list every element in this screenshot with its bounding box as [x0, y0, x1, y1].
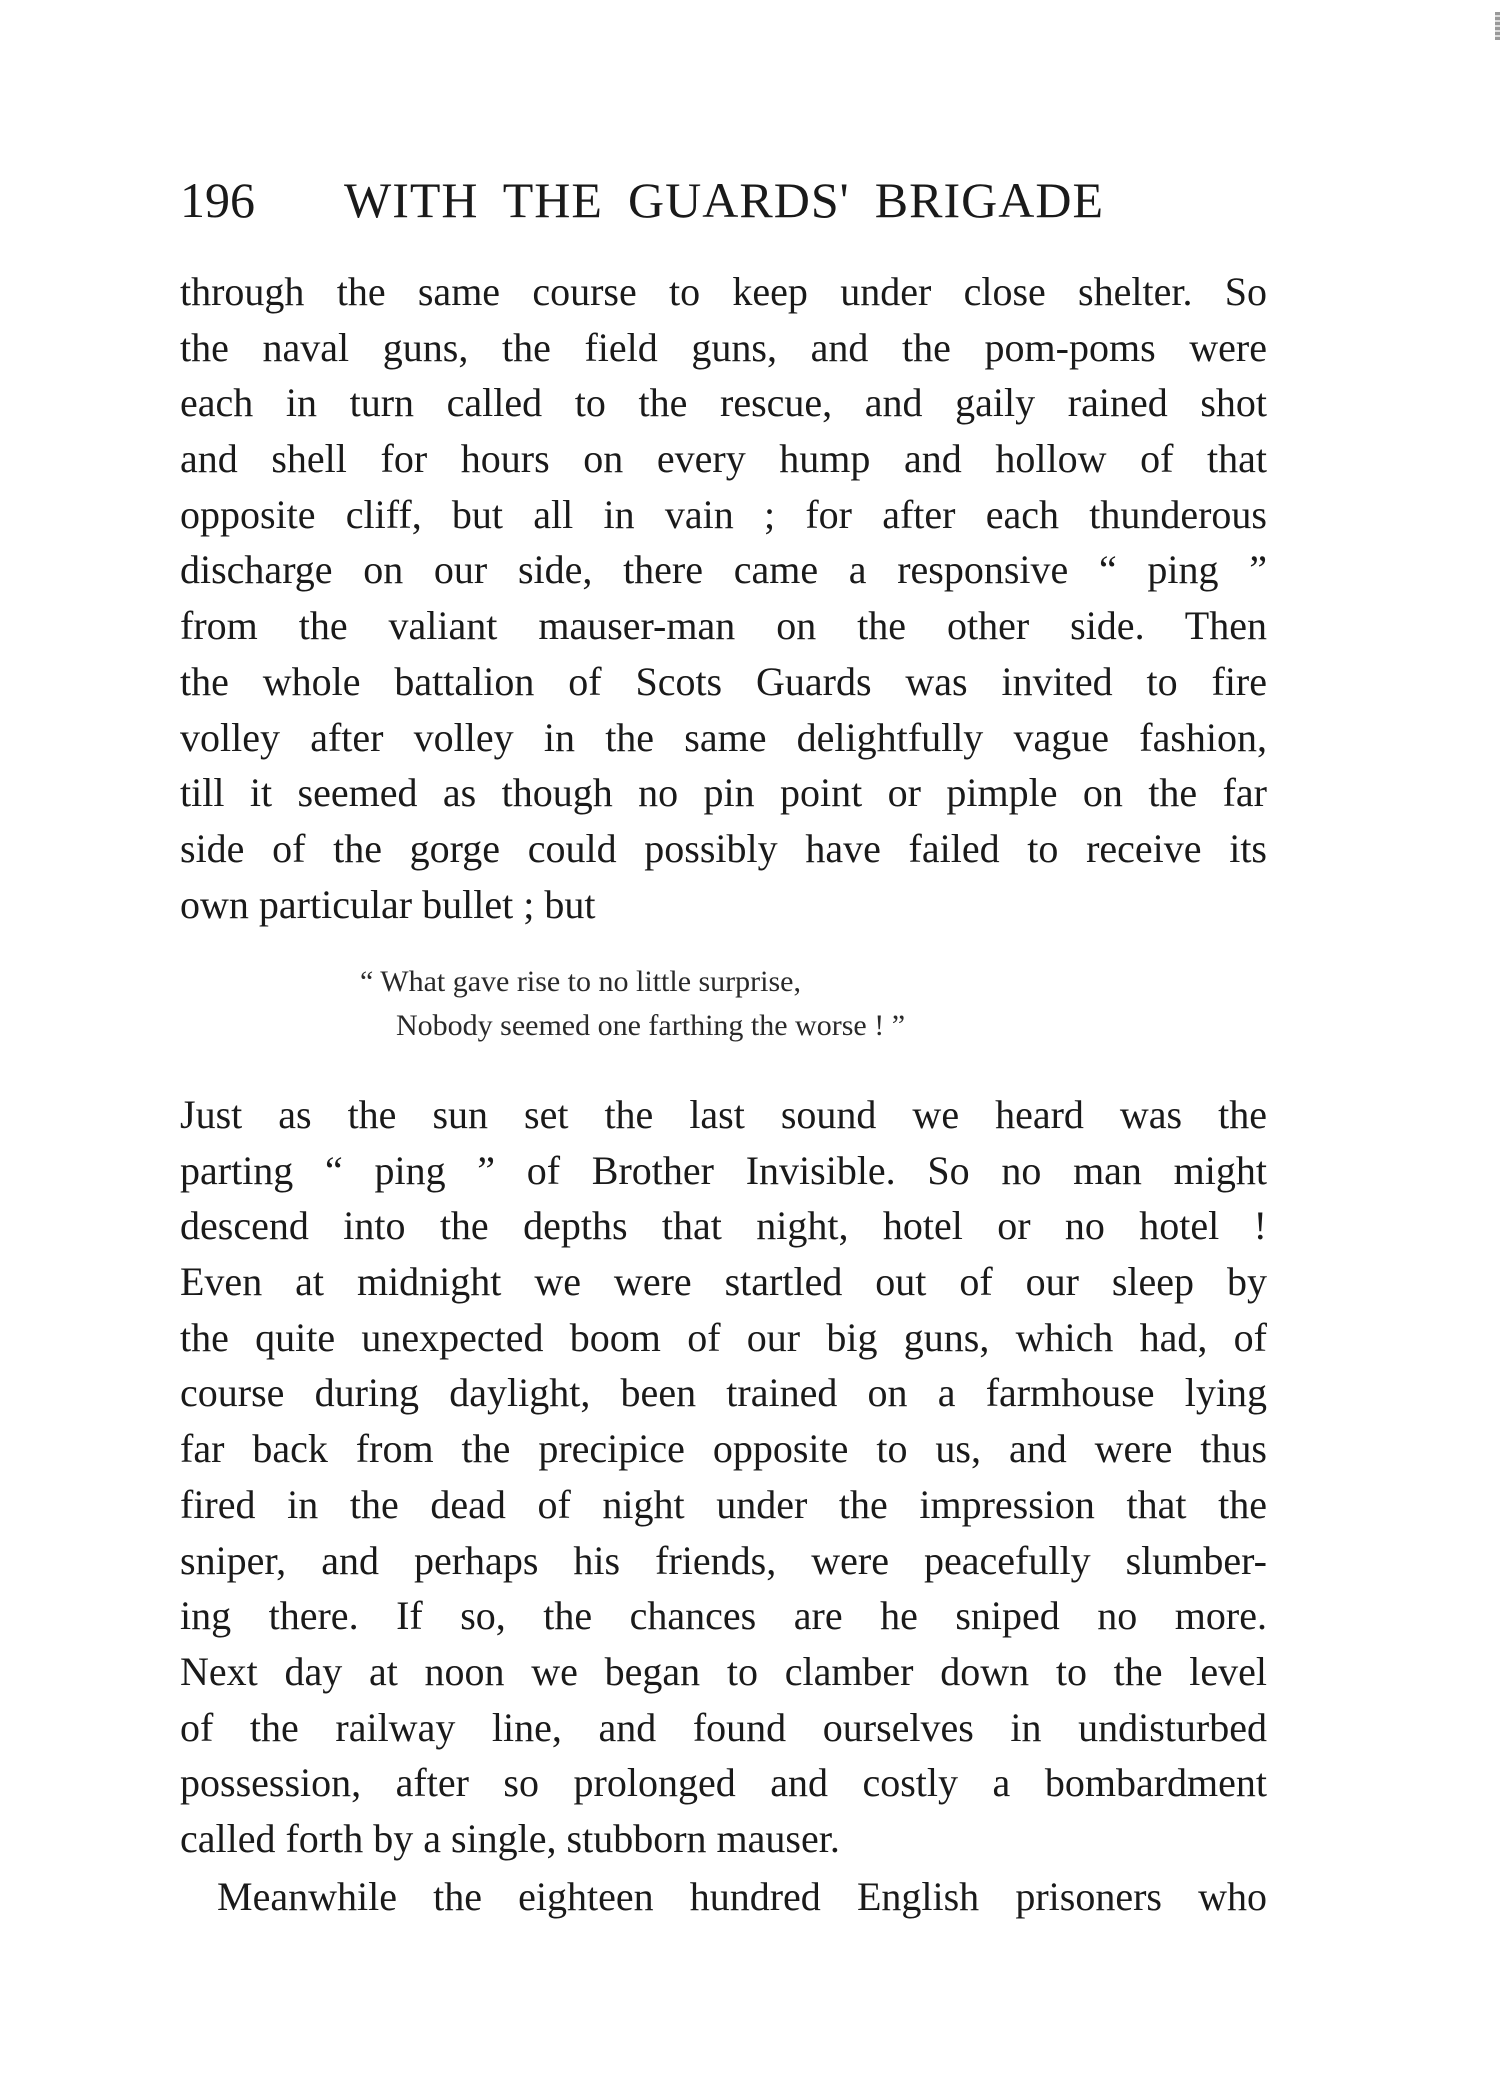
text-line: Just as the sun set the last sound we heard was the	[180, 1092, 1267, 1137]
text-line: descend into the depths that night, hotel or no hotel !	[180, 1203, 1267, 1249]
text-line: and shell for hours on every hump and hollow of that	[180, 436, 1267, 482]
scan-margin-mark	[1495, 12, 1500, 40]
text-line: the naval guns, the field guns, and the pom-poms were	[180, 324, 1267, 370]
text-line: from the valiant mauser-man on the other side. Then	[180, 603, 1267, 649]
text-line: own particular bullet ; but	[180, 881, 596, 927]
text-line: parting “ ping ” of Brother Invisible. So no man might	[180, 1147, 1267, 1193]
text-line: fired in the dead of night under the impression that the	[180, 1481, 1267, 1527]
text-line: through the same course to keep under close shelter. So	[180, 269, 1267, 314]
quote-line-1: “ What gave rise to no little surprise,	[360, 965, 801, 998]
text-line: course during daylight, been trained on a farmhouse lying	[180, 1370, 1267, 1416]
page-number: 196	[180, 172, 255, 228]
text-line: side of the gorge could possibly have failed to receive its	[180, 825, 1267, 871]
text-line: far back from the precipice opposite to us, and were thus	[180, 1426, 1267, 1472]
text-line: sniper, and perhaps his friends, were peacefully slumber-	[180, 1537, 1267, 1583]
quote-line-2: Nobody seemed one farthing the worse ! ”	[396, 1009, 906, 1042]
text-line: ing there. If so, the chances are he sniped no more.	[180, 1593, 1267, 1639]
text-line: discharge on our side, there came a responsive “ ping ”	[180, 547, 1267, 593]
text-line: possession, after so prolonged and costly a bombardment	[180, 1760, 1267, 1806]
text-line: of the railway line, and found ourselves in undisturbed	[180, 1704, 1267, 1750]
text-line: called forth by a single, stubborn mauser.	[180, 1815, 840, 1861]
text-line: each in turn called to the rescue, and gaily rained shot	[180, 380, 1267, 426]
text-line: Meanwhile the eighteen hundred English prisoners who	[217, 1874, 1267, 1919]
text-line: till it seemed as though no pin point or pimple on the far	[180, 770, 1267, 816]
text-line: the whole battalion of Scots Guards was invited to fire	[180, 658, 1267, 704]
text-line: volley after volley in the same delightfully vague fashion,	[180, 714, 1267, 760]
paragraph-3	[180, 1869, 1267, 1925]
text-line: the quite unexpected boom of our big guns, which had, of	[180, 1314, 1267, 1360]
text-line: Next day at noon we began to clamber down to the level	[180, 1648, 1267, 1694]
paragraph-2	[180, 1087, 1267, 1867]
text-line: Even at midnight we were startled out of our sleep by	[180, 1259, 1267, 1305]
paragraph-1	[180, 264, 1267, 932]
text-line: opposite cliff, but all in vain ; for after each thunderous	[180, 491, 1267, 537]
running-title: WITH THE GUARDS' BRIGADE	[344, 172, 1104, 228]
